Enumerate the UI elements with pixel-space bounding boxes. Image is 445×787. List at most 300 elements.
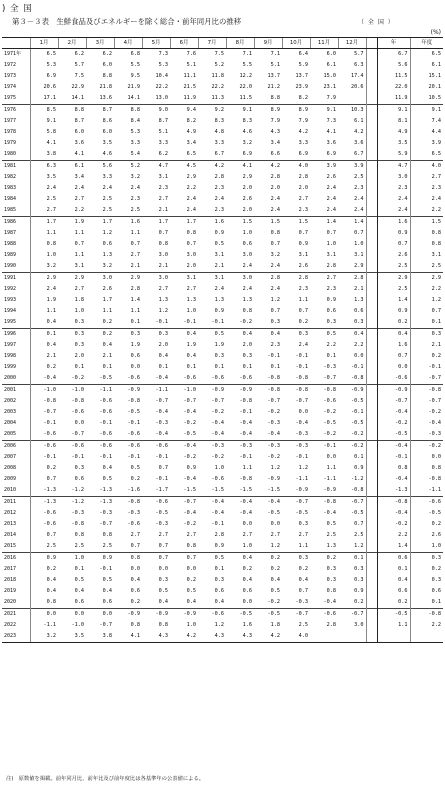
col-header-annual: 年 — [377, 38, 410, 49]
monthly-value: -0.6 — [183, 375, 196, 381]
monthly-value: 6.1 — [354, 118, 364, 124]
monthly-value: -0.1 — [99, 566, 112, 572]
fiscal-year-value: 0.3 — [410, 575, 443, 586]
monthly-value: 1.9 — [58, 217, 86, 229]
monthly-value: 0.0 — [326, 454, 336, 460]
monthly-value: 1.2 — [270, 543, 280, 549]
monthly-value: -1.0 — [170, 385, 198, 397]
monthly-value: 0.4 — [338, 329, 366, 341]
table-row — [2, 228, 443, 239]
monthly-value: 2.4 — [30, 183, 58, 194]
monthly-value: 0.6 — [130, 353, 140, 359]
monthly-value: -0.6 — [211, 476, 224, 482]
monthly-value: 2.5 — [30, 541, 58, 553]
row-year: 1996 — [2, 329, 30, 341]
spacer-cell — [366, 564, 377, 575]
spacer-cell — [366, 396, 377, 407]
annual-value: -0.1 — [377, 452, 410, 463]
monthly-value: -0.7 — [99, 521, 112, 527]
monthly-value: -0.4 — [239, 431, 252, 437]
monthly-value: -0.8 — [127, 398, 140, 404]
monthly-value: -0.2 — [323, 431, 336, 437]
monthly-value: -0.6 — [99, 431, 112, 437]
monthly-value: 0.5 — [158, 588, 168, 594]
fiscal-year-value: 0.8 — [410, 239, 443, 250]
row-year: 1977 — [4, 118, 17, 124]
monthly-value: -0.7 — [267, 398, 280, 404]
monthly-value: 8.8 — [58, 105, 86, 117]
table-row — [2, 295, 443, 306]
row-year: 1971年 — [4, 51, 22, 57]
monthly-value: 5.9 — [298, 62, 308, 68]
row-year: 1984 — [4, 196, 17, 202]
monthly-value: 0.6 — [130, 588, 140, 594]
monthly-value: -0.2 — [338, 441, 366, 453]
spacer-cell — [366, 49, 377, 61]
monthly-value: 2.5 — [354, 532, 364, 538]
spacer-cell — [366, 205, 377, 217]
monthly-value: 2.2 — [326, 342, 336, 348]
monthly-value: 0.5 — [214, 241, 224, 247]
annual-value: -0.5 — [377, 429, 410, 441]
monthly-value: 5.1 — [270, 62, 280, 68]
row-year: 1999 — [4, 364, 17, 370]
table-row — [2, 429, 443, 441]
annual-value: -1.3 — [377, 485, 410, 497]
fiscal-year-value: 0.2 — [410, 519, 443, 530]
monthly-value: -0.9 — [198, 385, 226, 397]
monthly-value: 5.7 — [354, 51, 364, 57]
col-header-month: 8月 — [226, 38, 254, 49]
monthly-value: -0.6 — [30, 519, 58, 530]
monthly-value: -0.1 — [155, 476, 168, 482]
fiscal-year-value: 3.9 — [410, 138, 443, 149]
monthly-value: 0.5 — [198, 553, 226, 565]
monthly-value: 0.7 — [158, 465, 168, 471]
spacer-cell — [366, 463, 377, 474]
monthly-value: -1.3 — [99, 487, 112, 493]
monthly-value: 0.3 — [326, 566, 336, 572]
spacer-cell — [366, 273, 377, 285]
monthly-value: 2.4 — [214, 196, 224, 202]
monthly-value: -0.6 — [99, 398, 112, 404]
monthly-value: 6.0 — [102, 129, 112, 135]
monthly-value: 2.3 — [298, 286, 308, 292]
monthly-value: -0.7 — [30, 407, 58, 418]
monthly-value: 21.8 — [99, 84, 112, 90]
monthly-value: 2.1 — [130, 263, 140, 269]
monthly-value: 1.0 — [242, 230, 252, 236]
monthly-value: 0.3 — [298, 521, 308, 527]
col-header-month: 12月 — [338, 38, 366, 49]
table-row — [2, 138, 443, 149]
monthly-value: 2.1 — [158, 263, 168, 269]
table-row — [2, 441, 443, 453]
monthly-value: -0.4 — [183, 476, 196, 482]
monthly-value: 5.3 — [130, 129, 140, 135]
monthly-value: 6.1 — [326, 62, 336, 68]
monthly-value: 4.1 — [226, 161, 254, 173]
monthly-value: -0.9 — [267, 476, 280, 482]
fiscal-year-value: 2.6 — [410, 530, 443, 541]
monthly-value: 5.1 — [158, 129, 168, 135]
monthly-value: 0.1 — [158, 364, 168, 370]
annual-value: 0.7 — [377, 239, 410, 250]
monthly-value: 20.6 — [351, 84, 364, 90]
table-row — [2, 273, 443, 285]
spacer-cell — [366, 82, 377, 93]
monthly-value: -0.5 — [183, 431, 196, 437]
monthly-value: 2.0 — [270, 185, 280, 191]
row-year: 1993 — [4, 297, 17, 303]
row-year: 1979 — [4, 140, 17, 146]
monthly-value: -0.6 — [239, 375, 252, 381]
annual-value: 5.6 — [377, 60, 410, 71]
monthly-value: -0.6 — [30, 508, 58, 519]
monthly-value: -0.5 — [351, 510, 364, 516]
monthly-value: 0.1 — [74, 364, 84, 370]
spacer-cell — [366, 541, 377, 553]
monthly-value: 5.7 — [74, 62, 84, 68]
fiscal-year-value: -0.6 — [410, 497, 443, 509]
monthly-value: 3.0 — [142, 273, 170, 285]
monthly-value: 2.1 — [158, 207, 168, 213]
monthly-value: -0.3 — [155, 420, 168, 426]
monthly-value: 0.7 — [30, 474, 58, 485]
row-year: 1986 — [2, 217, 30, 229]
table-row — [2, 261, 443, 273]
monthly-value: -0.1 — [155, 454, 168, 460]
monthly-value: 0.8 — [326, 588, 336, 594]
monthly-value: 0.1 — [242, 364, 252, 370]
monthly-value: 0.5 — [130, 465, 140, 471]
monthly-value: 0.4 — [242, 577, 252, 583]
monthly-value: 1.5 — [282, 217, 310, 229]
spacer-cell — [366, 362, 377, 373]
monthly-value: 6.2 — [74, 51, 84, 57]
fiscal-year-value: 0.0 — [410, 452, 443, 463]
table-row — [2, 172, 443, 183]
monthly-value: 0.2 — [30, 463, 58, 474]
monthly-value: 0.3 — [326, 577, 336, 583]
monthly-value: 3.6 — [74, 140, 84, 146]
monthly-value: 0.3 — [74, 342, 84, 348]
monthly-value: -0.1 — [295, 454, 308, 460]
monthly-value: 0.4 — [130, 577, 140, 583]
monthly-value: -0.6 — [142, 497, 170, 509]
monthly-value: 2.7 — [186, 532, 196, 538]
spacer-cell — [366, 519, 377, 530]
table-row — [2, 205, 443, 217]
monthly-value: 0.9 — [214, 308, 224, 314]
monthly-value: 6.9 — [326, 151, 336, 157]
monthly-value: 0.0 — [130, 364, 140, 370]
monthly-value: 0.9 — [186, 465, 196, 471]
monthly-value: 0.4 — [254, 329, 282, 341]
monthly-value: -0.1 — [71, 454, 84, 460]
monthly-value: -0.1 — [239, 454, 252, 460]
spacer-cell — [366, 609, 377, 621]
annual-value: 2.3 — [377, 183, 410, 194]
table-row — [2, 362, 443, 373]
table-row — [2, 183, 443, 194]
monthly-value: 8.8 — [114, 105, 142, 117]
monthly-value: 4.2 — [254, 161, 282, 173]
table-row — [2, 508, 443, 519]
monthly-value: 1.0 — [58, 553, 86, 565]
monthly-value: 7.3 — [158, 51, 168, 57]
monthly-value: 6.5 — [186, 151, 196, 157]
monthly-value: 4.1 — [114, 631, 142, 643]
monthly-value: 2.7 — [30, 205, 58, 217]
monthly-value: 2.8 — [326, 263, 336, 269]
annual-value: 11.9 — [377, 93, 410, 105]
monthly-value: 1.4 — [310, 217, 338, 229]
monthly-value: 0.7 — [74, 241, 84, 247]
monthly-value: 2.4 — [270, 207, 280, 213]
monthly-value: 2.4 — [270, 286, 280, 292]
spacer-cell — [366, 530, 377, 541]
monthly-value: 3.1 — [170, 273, 198, 285]
monthly-value: 1.3 — [102, 252, 112, 258]
monthly-value: -0.9 — [295, 487, 308, 493]
spacer-cell — [366, 172, 377, 183]
monthly-value: 0.2 — [130, 476, 140, 482]
monthly-value: 0.8 — [186, 543, 196, 549]
monthly-value: 0.2 — [298, 566, 308, 572]
monthly-value: 1.2 — [270, 297, 280, 303]
monthly-value: 3.3 — [298, 140, 308, 146]
monthly-value: 0.2 — [102, 319, 112, 325]
monthly-value: 2.5 — [74, 543, 84, 549]
monthly-value: -0.3 — [71, 510, 84, 516]
monthly-value: -0.1 — [99, 454, 112, 460]
fiscal-year-value: 2.2 — [410, 284, 443, 295]
monthly-value: 1.0 — [242, 543, 252, 549]
monthly-value: 0.8 — [130, 622, 140, 628]
spacer-cell — [366, 138, 377, 149]
monthly-value: -0.3 — [267, 420, 280, 426]
monthly-value: 4.1 — [326, 129, 336, 135]
monthly-value: -0.7 — [155, 398, 168, 404]
monthly-value: 7.6 — [186, 51, 196, 57]
monthly-value: 0.3 — [354, 566, 364, 572]
row-year: 1997 — [4, 342, 17, 348]
table-row — [2, 317, 443, 329]
spacer-cell — [366, 407, 377, 418]
row-year: 2003 — [4, 409, 17, 415]
monthly-value: 1.7 — [102, 297, 112, 303]
spacer-cell — [366, 250, 377, 261]
row-year: 1981 — [2, 161, 30, 173]
monthly-value: -0.1 — [351, 409, 364, 415]
monthly-value: -0.5 — [351, 420, 364, 426]
monthly-value: -0.9 — [323, 487, 336, 493]
monthly-value: 0.1 — [130, 319, 140, 325]
monthly-value: 8.8 — [102, 73, 112, 79]
spacer-cell — [366, 93, 377, 105]
monthly-value: -0.1 — [295, 353, 308, 359]
monthly-value: 0.4 — [298, 577, 308, 583]
table-row — [2, 149, 443, 161]
monthly-value: 5.5 — [242, 62, 252, 68]
monthly-value: 0.8 — [158, 622, 168, 628]
monthly-value: 2.8 — [214, 174, 224, 180]
monthly-value: -0.3 — [155, 521, 168, 527]
monthly-value: 2.0 — [242, 207, 252, 213]
monthly-value: 1.2 — [158, 308, 168, 314]
annual-value: 1.1 — [377, 620, 410, 631]
row-year: 2009 — [4, 476, 17, 482]
monthly-value: -0.8 — [295, 375, 308, 381]
monthly-value — [338, 93, 366, 105]
monthly-value: 1.0 — [186, 622, 196, 628]
annual-value: 2.4 — [377, 205, 410, 217]
monthly-value: 2.2 — [186, 185, 196, 191]
monthly-value: -0.1 — [211, 319, 224, 325]
monthly-value: 6.7 — [214, 151, 224, 157]
monthly-value: 6.7 — [354, 151, 364, 157]
monthly-value: 11.1 — [183, 73, 196, 79]
monthly-value: 2.7 — [74, 286, 84, 292]
monthly-value: -1.5 — [239, 487, 252, 493]
fiscal-year-value: 1.0 — [410, 541, 443, 553]
monthly-value: 0.7 — [130, 241, 140, 247]
monthly-value: 7.1 — [242, 51, 252, 57]
monthly-value: -0.7 — [99, 622, 112, 628]
monthly-value: -0.7 — [338, 497, 366, 509]
monthly-value: 8.4 — [130, 118, 140, 124]
fiscal-year-value: 6.5 — [410, 49, 443, 61]
fiscal-year-value: 3.1 — [410, 250, 443, 261]
fiscal-year-value: 0.1 — [410, 317, 443, 329]
monthly-value: 3.0 — [158, 252, 168, 258]
monthly-value: -0.1 — [99, 420, 112, 426]
monthly-value: 3.5 — [102, 140, 112, 146]
monthly-value: -0.5 — [351, 398, 364, 404]
monthly-value: 9.1 — [30, 116, 58, 127]
row-year: 1998 — [4, 353, 17, 359]
fiscal-year-value: 0.2 — [410, 564, 443, 575]
col-header-year — [2, 38, 30, 49]
monthly-value: 2.4 — [326, 207, 336, 213]
monthly-value: -0.3 — [282, 441, 310, 453]
monthly-value: -0.7 — [323, 375, 336, 381]
monthly-value: -0.1 — [211, 521, 224, 527]
monthly-value: 0.7 — [270, 308, 280, 314]
table-row — [2, 340, 443, 351]
monthly-value: 1.7 — [86, 217, 114, 229]
monthly-value: 1.3 — [354, 297, 364, 303]
monthly-value: 0.3 — [270, 319, 280, 325]
monthly-value: 0.3 — [58, 329, 86, 341]
monthly-value: 2.1 — [354, 286, 364, 292]
table-row — [2, 597, 443, 609]
monthly-value: 3.0 — [354, 622, 364, 628]
monthly-value: -0.5 — [323, 420, 336, 426]
monthly-value: 0.3 — [74, 319, 84, 325]
monthly-value: -0.1 — [239, 409, 252, 415]
monthly-value: 0.4 — [30, 586, 58, 597]
monthly-value: 17.4 — [351, 73, 364, 79]
table-row — [2, 463, 443, 474]
monthly-value: -0.4 — [30, 373, 58, 385]
annual-value: 2.5 — [377, 261, 410, 273]
monthly-value: 1.9 — [214, 342, 224, 348]
monthly-value: 2.4 — [326, 196, 336, 202]
monthly-value: 0.3 — [326, 319, 336, 325]
annual-value: 0.0 — [377, 362, 410, 373]
monthly-value: 0.8 — [242, 308, 252, 314]
monthly-value: 1.1 — [130, 308, 140, 314]
row-year: 2011 — [2, 497, 30, 509]
monthly-value: 13.7 — [267, 73, 280, 79]
monthly-value: 1.1 — [298, 297, 308, 303]
spacer-cell — [366, 418, 377, 429]
monthly-value: 2.3 — [270, 342, 280, 348]
monthly-value: 8.6 — [102, 118, 112, 124]
monthly-value: -0.6 — [30, 429, 58, 441]
annual-value: 1.6 — [377, 217, 410, 229]
row-year: 1980 — [4, 151, 17, 157]
annual-value: 1.4 — [377, 541, 410, 553]
fiscal-year-value: 0.8 — [410, 228, 443, 239]
row-year: 2020 — [4, 599, 17, 605]
monthly-value: 10.4 — [155, 73, 168, 79]
monthly-value: -0.2 — [267, 409, 280, 415]
monthly-value: 0.9 — [214, 543, 224, 549]
col-header-month: 1月 — [30, 38, 58, 49]
monthly-value: -0.1 — [30, 418, 58, 429]
monthly-value: 2.4 — [30, 284, 58, 295]
row-year: 2021 — [2, 609, 30, 621]
monthly-value: 0.6 — [102, 599, 112, 605]
row-year: 2017 — [4, 566, 17, 572]
fiscal-year-value: 7.4 — [410, 116, 443, 127]
monthly-value: 0.6 — [326, 308, 336, 314]
spacer-cell — [366, 508, 377, 519]
monthly-value: 2.8 — [130, 286, 140, 292]
spacer-cell — [366, 71, 377, 82]
row-year: 2019 — [4, 588, 17, 594]
row-year: 2022 — [4, 622, 17, 628]
fiscal-year-value: 2.5 — [410, 261, 443, 273]
monthly-value: 0.0 — [130, 566, 140, 572]
annual-value: 6.7 — [377, 49, 410, 61]
monthly-value: -1.1 — [142, 385, 170, 397]
monthly-value: -0.8 — [351, 487, 364, 493]
fiscal-year-value: 0.3 — [410, 553, 443, 565]
monthly-value: 2.4 — [326, 185, 336, 191]
fiscal-year-value: 2.1 — [410, 340, 443, 351]
monthly-value: 9.2 — [198, 105, 226, 117]
monthly-value: 4.6 — [102, 151, 112, 157]
monthly-value: 0.7 — [298, 308, 308, 314]
monthly-value: 0.9 — [354, 465, 364, 471]
monthly-value: 4.2 — [198, 161, 226, 173]
monthly-value: 0.5 — [186, 588, 196, 594]
monthly-value: 2.4 — [214, 286, 224, 292]
monthly-value: 3.6 — [326, 140, 336, 146]
row-year: 1973 — [4, 73, 17, 79]
annual-value: 3.0 — [377, 172, 410, 183]
row-year: 2016 — [2, 553, 30, 565]
monthly-value: -0.5 — [99, 375, 112, 381]
table-row — [2, 329, 443, 341]
monthly-value: -0.3 — [198, 441, 226, 453]
monthly-value: 2.6 — [102, 286, 112, 292]
annual-value: 0.6 — [377, 586, 410, 597]
